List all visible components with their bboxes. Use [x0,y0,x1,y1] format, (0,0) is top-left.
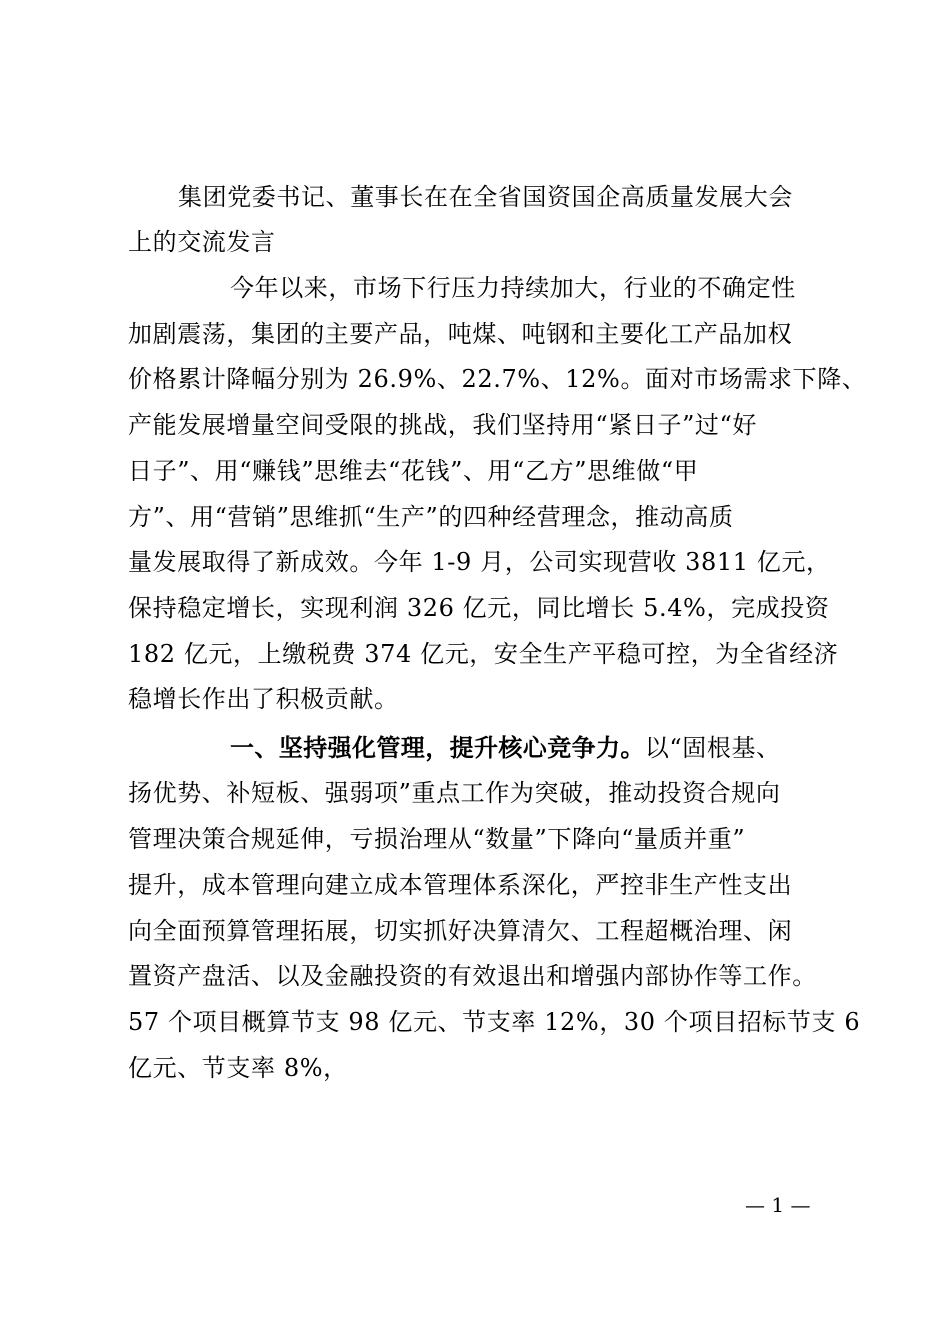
section-1-line: 扬优势、补短板、强弱项”重点工作为突破，推动投资合规向 [128,779,781,807]
section-1-line: 置资产盘活、以及金融投资的有效退出和增强内部协作等工作。 [128,962,817,990]
paragraph-1-line: 产能发展增量空间受限的挑战，我们坚持用“紧日子”过“好 [128,411,758,439]
title-line-1: 集团党委书记、董事长在在全省国资国企高质量发展大会 [178,183,793,211]
paragraph-1-line: 加剧震荡，集团的主要产品，吨煤、吨钢和主要化工产品加权 [128,320,793,348]
paragraph-1-line: 今年以来，市场下行压力持续加大，行业的不确定性 [230,274,796,302]
paragraph-1-line: 182 亿元，上缴税费 374 亿元，安全生产平稳可控，为全省经济 [128,640,839,668]
section-1-line: 57 个项目概算节支 98 亿元、节支率 12%，30 个项目招标节支 6 [128,1008,861,1036]
section-1-line: 向全面预算管理拓展，切实抓好决算清欠、工程超概治理、闲 [128,917,793,945]
paragraph-1-line: 方”、用“营销”思维抓“生产”的四种经营理念，推动高质 [128,503,734,531]
paragraph-1-line: 量发展取得了新成效。今年 1-9 月，公司实现营收 3811 亿元， [128,548,831,576]
section-1-line: 提升，成本管理向建立成本管理体系深化，严控非生产性支出 [128,871,793,899]
section-1-heading: 一、坚持强化管理，提升核心竞争力。 [230,734,645,762]
paragraph-1-line: 稳增长作出了积极贡献。 [128,685,399,713]
paragraph-1-line: 保持稳定增长，实现利润 326 亿元，同比增长 5.4%，完成投资 [128,594,830,622]
paragraph-1-line: 日子”、用“赚钱”思维去“花钱”、用“乙方”思维做“甲 [128,457,699,485]
title-line-2: 上的交流发言 [128,228,276,256]
page-number: — 1 — [745,1193,811,1217]
paragraph-1-line: 价格累计降幅分别为 26.9%、22.7%、12%。面对市场需求下降、 [128,365,867,393]
section-1-text: 以“固根基、 [644,734,781,762]
section-1-line: 管理决策合规延伸，亏损治理从“数量”下降向“量质并重” [128,825,746,853]
section-1-first-line [230,733,930,763]
section-1-line: 亿元、节支率 8%， [128,1054,348,1082]
